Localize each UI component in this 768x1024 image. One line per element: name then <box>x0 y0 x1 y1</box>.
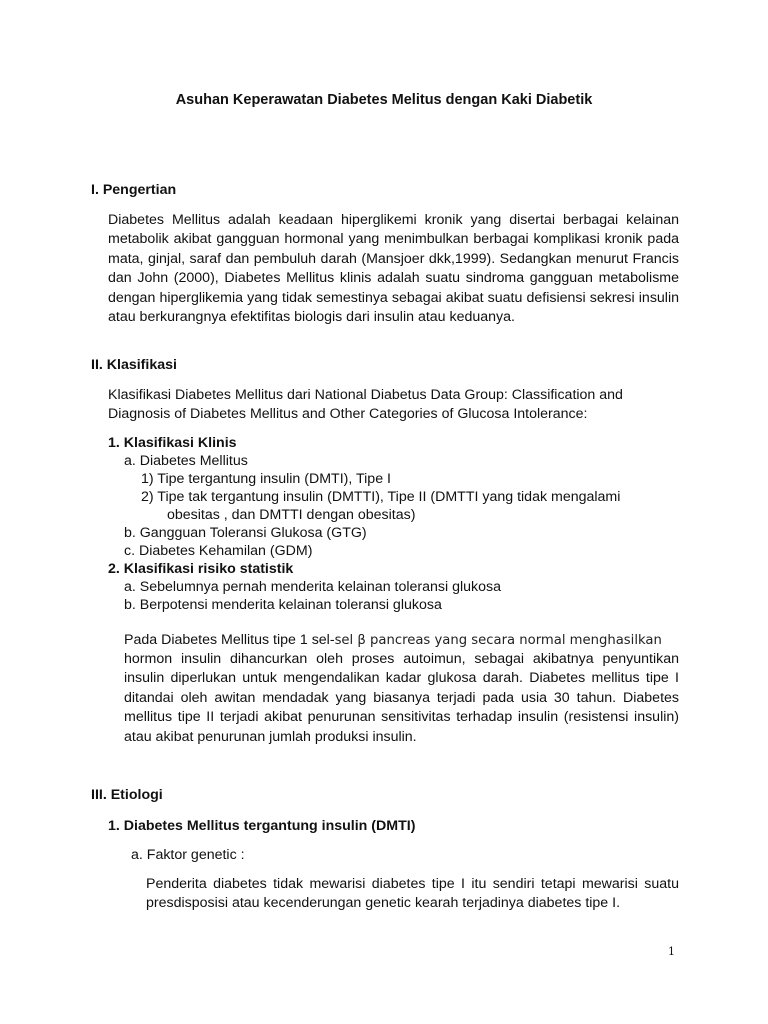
list-item-risiko-a: a. Sebelumnya pernah menderita kelainan toleransi glukosa <box>124 579 501 595</box>
list-item-diabetes-mellitus: a. Diabetes Mellitus <box>124 453 248 469</box>
list-item-gtg: b. Gangguan Toleransi Glukosa (GTG) <box>124 525 367 541</box>
section-heading-etiologi: III. Etiologi <box>91 787 163 803</box>
paragraph-faktor-genetic: Penderita diabetes tidak mewarisi diabetes tipe I itu sendiri tetapi mewarisi suatu presdisposisi atau kecenderungan genetic kearah terjadinya diabetes tipe I. <box>146 876 679 912</box>
page-number: 1 <box>668 945 675 958</box>
section-heading-klasifikasi: II. Klasifikasi <box>91 357 177 373</box>
paragraph-klasifikasi-intro: Klasifikasi Diabetes Mellitus dari National Diabetus Data Group: Classification and Diagnosis of Diabetes Mellitus and Other Categories of Glucosa Intolerance: <box>108 387 623 423</box>
document-title: Asuhan Keperawatan Diabetes Melitus dengan Kaki Diabetik <box>175 92 593 108</box>
paragraph-pengertian: Diabetes Mellitus adalah keadaan hiperglikemi kronik yang disertai berbagai kelainan metabolik akibat gangguan hormonal yang menimbulkan berbagai komplikasi kronik pada mata, ginjal, saraf dan pembuluh darah (Mansjoer dkk,1999). Sedangkan menurut Francis dan John (2000), Diabetes Mellitus klinis adalah suatu sindroma gangguan metabolisme dengan hiperglikemia yang tidak semestinya sebagai akibat suatu defisiensi sekresi insulin atau berkurangnya efektifitas biologis dari insulin atau keduanya. <box>108 212 679 326</box>
paragraph-tipe1-first-line <box>124 631 662 650</box>
section-heading-pengertian: I. Pengertian <box>91 182 177 198</box>
list-item-tipe-2: 2) Tipe tak tergantung insulin (DMTTI), Tipe II (DMTTI yang tidak mengalami <box>141 489 621 505</box>
paragraph-tipe1-beta-cell: sel β pancreas yang secara normal menghasilkan <box>334 633 662 648</box>
paragraph-tipe1-rest: hormon insulin dihancurkan oleh proses autoimun, sebagai akibatnya penyuntikan insulin diperlukan untuk mengendalikan kadar glukosa darah. Diabetes mellitus tipe I ditandai oleh awitan mendadak yang biasanya terjadi pada usia 30 tahun. Diabetes mellitus tipe II terjadi akibat penurunan sensitivitas terhadap insulin (resistensi insulin) atau akibat penurunan jumlah produksi insulin. <box>124 651 679 745</box>
subheading-klasifikasi-klinis: 1. Klasifikasi Klinis <box>108 435 237 451</box>
list-item-risiko-b: b. Berpotensi menderita kelainan toleransi glukosa <box>124 597 442 613</box>
subheading-dmti: 1. Diabetes Mellitus tergantung insulin (DMTI) <box>108 818 416 834</box>
list-item-tipe-1: 1) Tipe tergantung insulin (DMTI), Tipe I <box>141 471 391 487</box>
list-item-tipe-2-continued: obesitas , dan DMTTI dengan obesitas) <box>167 507 416 523</box>
list-item-faktor-genetic: a. Faktor genetic : <box>131 847 245 863</box>
paragraph-tipe1-start: Pada Diabetes Mellitus tipe 1 sel- <box>124 632 335 648</box>
list-item-gdm: c. Diabetes Kehamilan (GDM) <box>124 543 313 559</box>
subheading-klasifikasi-risiko: 2. Klasifikasi risiko statistik <box>108 561 294 577</box>
